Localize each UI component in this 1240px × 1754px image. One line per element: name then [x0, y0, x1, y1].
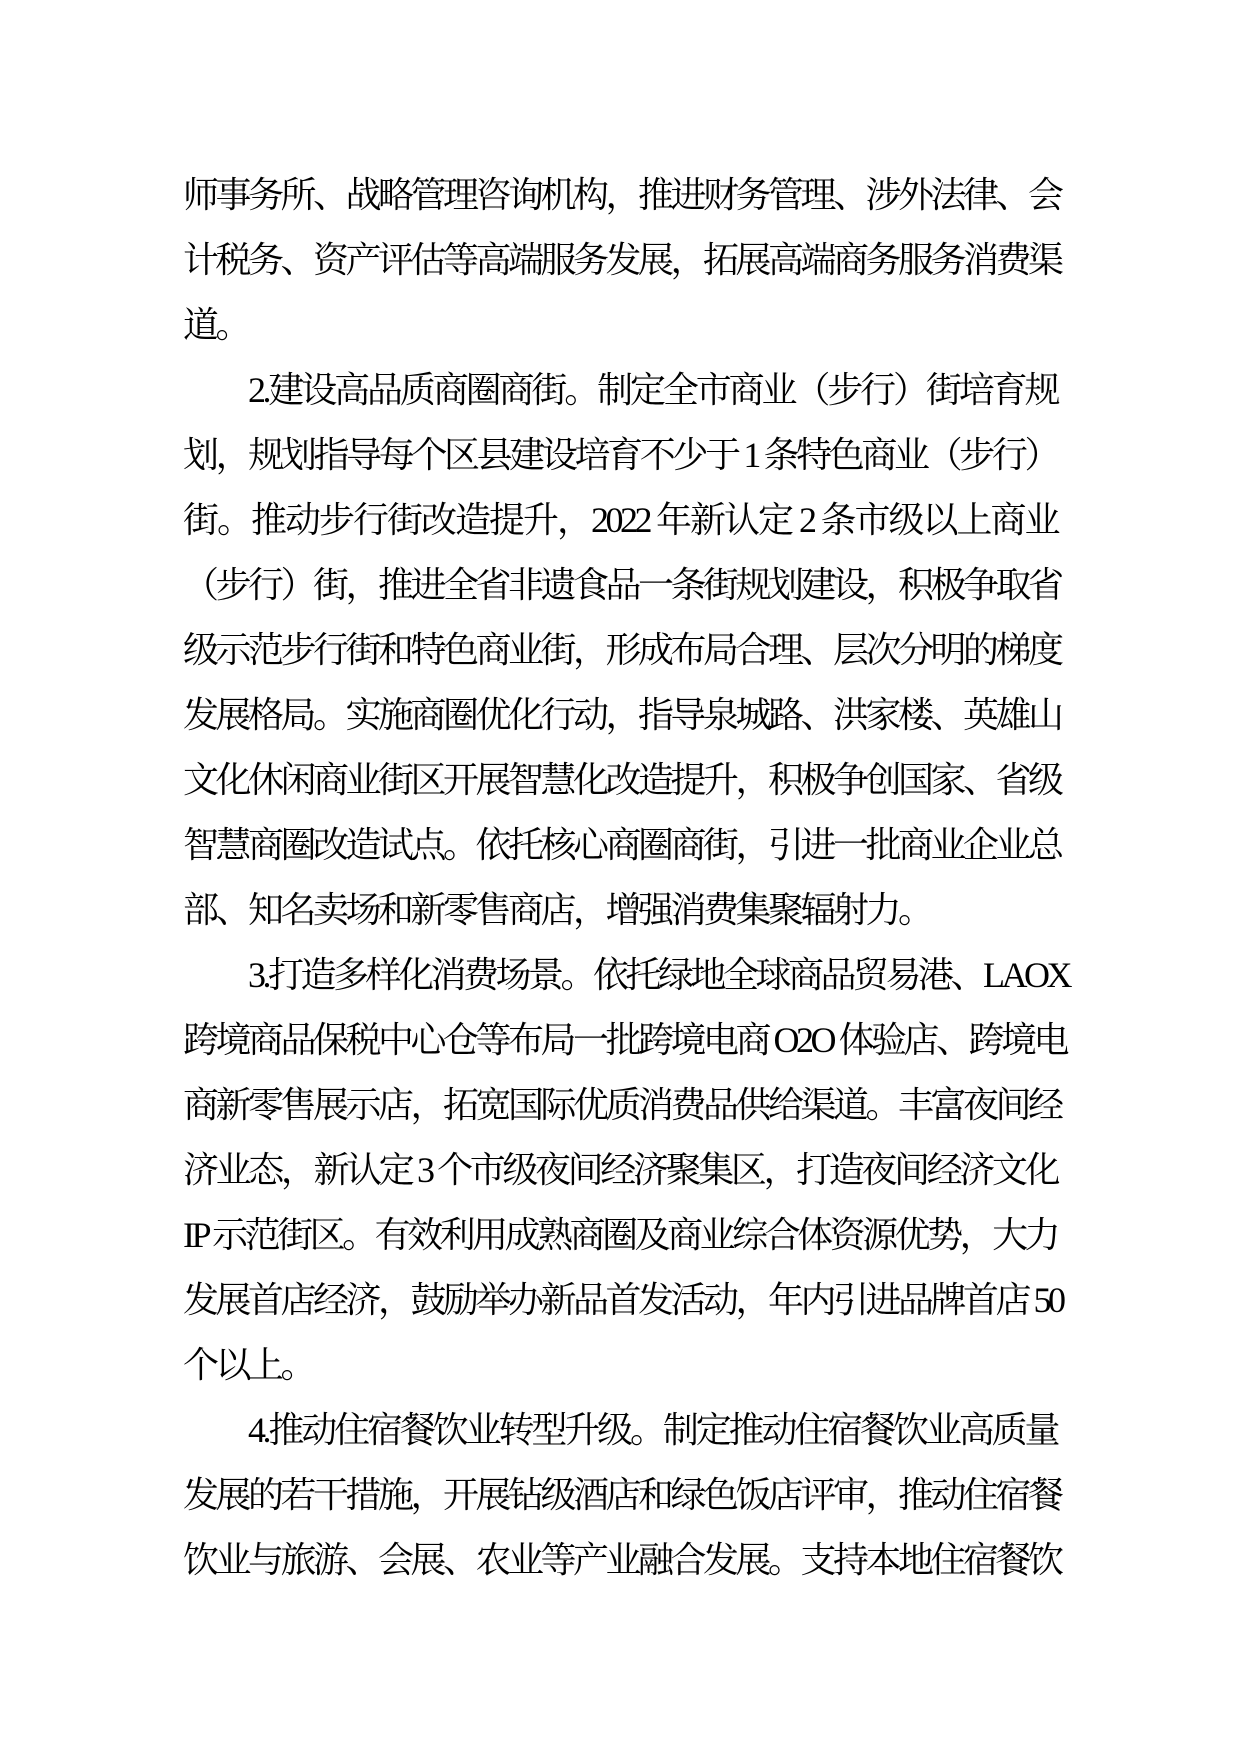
text-line: 师事务所、战略管理咨询机构，推进财务管理、涉外法律、会: [183, 175, 1061, 215]
text-line: 2.建设高品质商圈商街。制定全市商业（步行）街培育规: [248, 370, 1057, 410]
text-line: 3.打造多样化消费场景。依托绿地全球商品贸易港、LAOX: [248, 955, 1069, 995]
text-line: 划，规划指导每个区县建设培育不少于 1 条特色商业（步行）: [183, 435, 1057, 475]
text-line: 道。: [183, 305, 249, 345]
text-line: 个以上。: [183, 1345, 314, 1385]
text-line: 济业态，新认定 3 个市级夜间经济聚集区，打造夜间经济文化: [183, 1150, 1057, 1190]
text-line: 发展格局。实施商圈优化行动，指导泉城路、洪家楼、英雄山: [183, 695, 1061, 735]
text-line: （步行）街，推进全省非遗食品一条街规划建设，积极争取省: [183, 565, 1061, 605]
paragraph: [183, 358, 1061, 943]
text-line: 街。推动步行街改造提升，2022 年新认定 2 条市级以上商业: [183, 500, 1057, 540]
text-line: 发展的若干措施，开展钻级酒店和绿色饭店评审，推动住宿餐: [183, 1475, 1061, 1515]
text-line: 智慧商圈改造试点。依托核心商圈商街，引进一批商业企业总: [183, 825, 1061, 865]
paragraph: [183, 1398, 1061, 1593]
paragraph: [183, 163, 1061, 358]
text-line: 跨境商品保税中心仓等布局一批跨境电商 O2O 体验店、跨境电: [183, 1020, 1066, 1060]
text-line: 4.推动住宿餐饮业转型升级。制定推动住宿餐饮业高质量: [248, 1410, 1057, 1450]
text-line: 级示范步行街和特色商业街，形成布局合理、层次分明的梯度: [183, 630, 1061, 670]
paragraph: [183, 943, 1069, 1398]
text-line: 部、知名卖场和新零售商店，增强消费集聚辐射力。: [183, 890, 931, 930]
text-line: 商新零售展示店，拓宽国际优质消费品供给渠道。丰富夜间经: [183, 1085, 1061, 1125]
text-line: 文化休闲商业街区开展智慧化改造提升，积极争创国家、省级: [183, 760, 1061, 800]
text-line: 计税务、资产评估等高端服务发展，拓展高端商务服务消费渠: [183, 240, 1061, 280]
text-line: 发展首店经济，鼓励举办新品首发活动，年内引进品牌首店 50: [183, 1280, 1063, 1320]
document-body: [183, 163, 1069, 1593]
text-line: 饮业与旅游、会展、农业等产业融合发展。支持本地住宿餐饮: [183, 1540, 1061, 1580]
text-line: IP 示范街区。有效利用成熟商圈及商业综合体资源优势，大力: [183, 1215, 1058, 1255]
